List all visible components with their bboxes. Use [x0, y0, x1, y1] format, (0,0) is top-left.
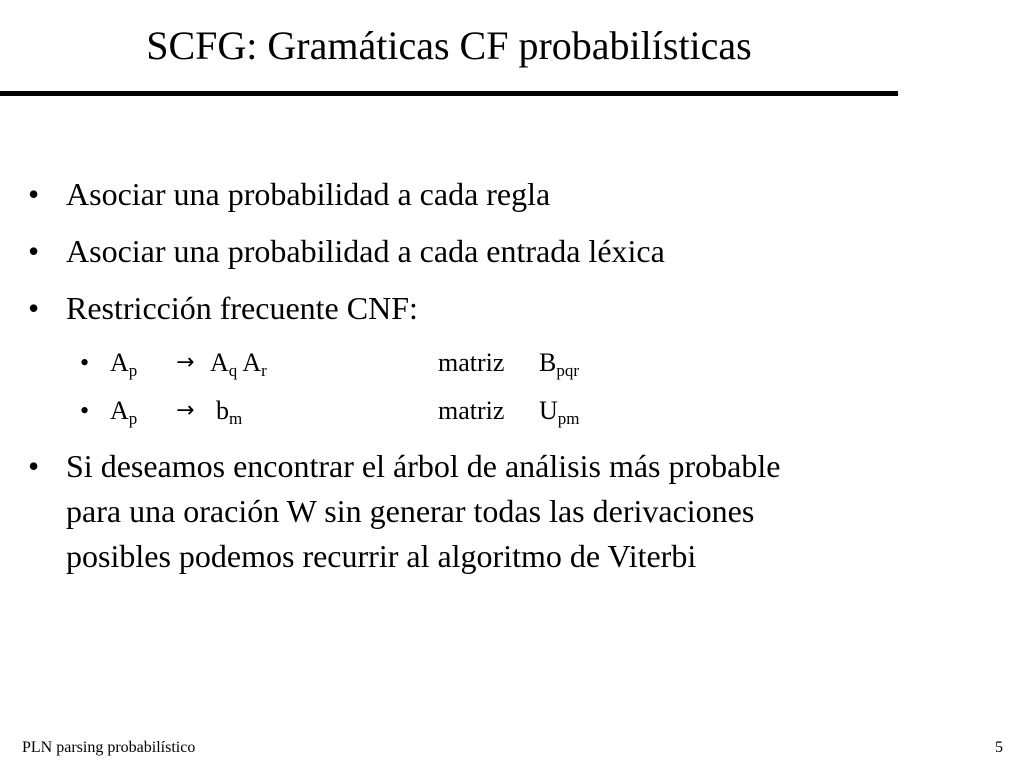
arrow-icon: → [176, 398, 195, 423]
arrow-icon: → [176, 350, 195, 375]
matrix-label: matriz [438, 396, 505, 425]
slide-title: SCFG: Gramáticas CF probabilísticas [146, 23, 752, 68]
bullet-icon: • [28, 176, 40, 212]
paragraph-line: posibles podemos recurrir al algoritmo de Viterbi [66, 538, 697, 574]
subbullet-icon: • [80, 396, 90, 425]
page-number: 5 [995, 739, 1003, 756]
matrix-name: $U_{pm}$ [539, 396, 580, 428]
rule-lhs: $A_p$ [110, 396, 138, 428]
paragraph-line: para una oración W sin generar todas las derivaciones [66, 493, 755, 529]
bullet-icon: • [28, 233, 40, 269]
bullet-text: Restricción frecuente CNF: [66, 290, 418, 326]
subbullet-icon: • [80, 348, 90, 377]
rule-lhs: $A_p$ [110, 348, 138, 380]
bullet-icon: • [28, 448, 40, 484]
bullet-text: Asociar una probabilidad a cada entrada léxica [66, 233, 665, 269]
bullet-icon: • [28, 290, 40, 326]
paragraph-line: Si deseamos encontrar el árbol de análisis más probable [66, 448, 781, 484]
title-underline [0, 91, 898, 96]
bullet-text: Asociar una probabilidad a cada regla [66, 176, 551, 212]
footer-label: PLN parsing probabilístico [22, 739, 196, 756]
viterbi-paragraph [66, 444, 780, 579]
matrix-label: matriz [438, 348, 505, 377]
rule-rhs: $b_m$ [216, 396, 243, 428]
rule-rhs: $A_q$ $A_r$ [210, 348, 267, 380]
matrix-name: $B_{pqr}$ [539, 348, 580, 380]
